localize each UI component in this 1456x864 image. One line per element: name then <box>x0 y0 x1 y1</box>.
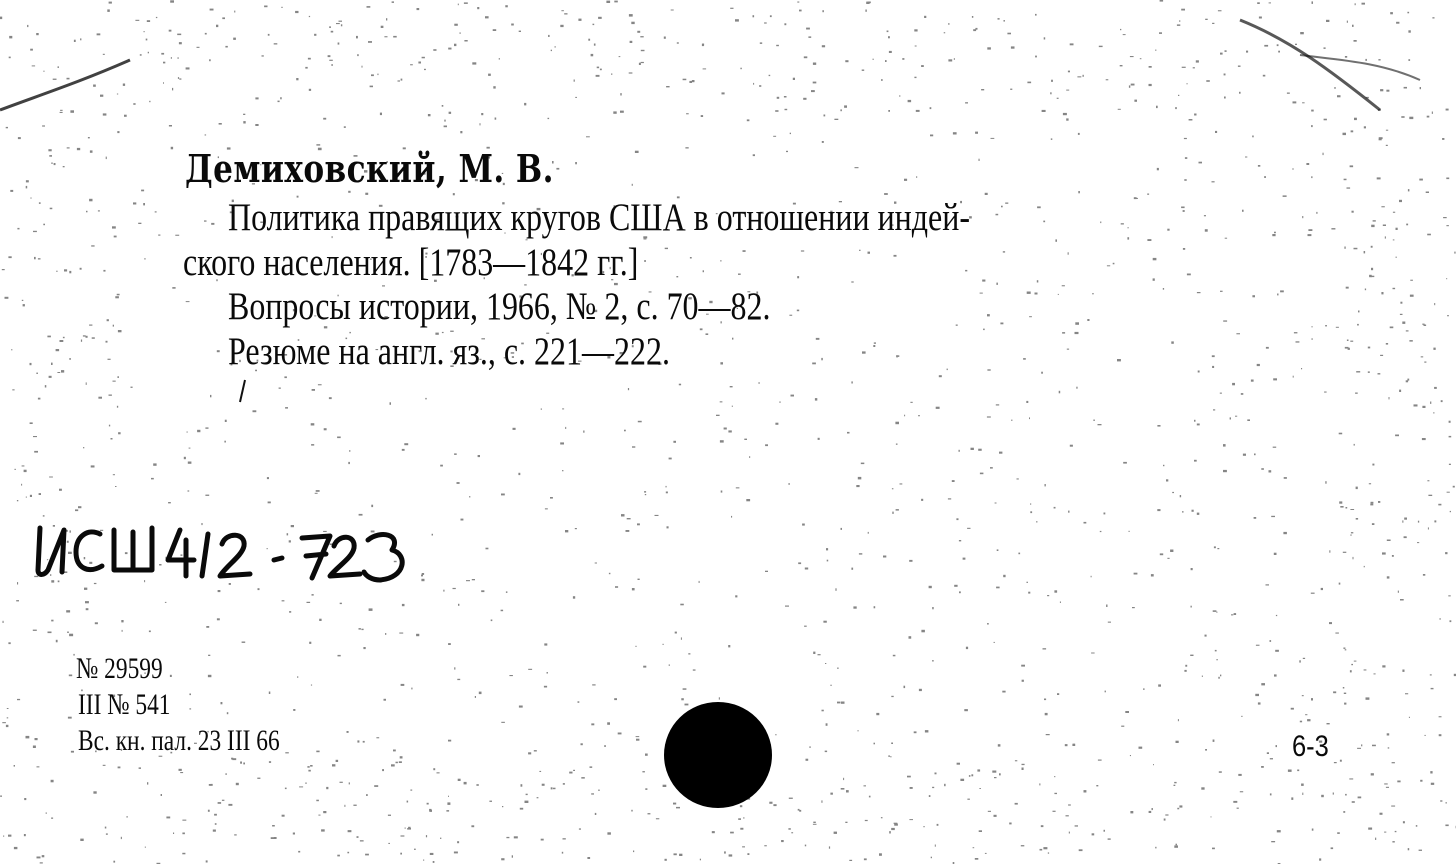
title-line-2: ского населения. [1783—1842 гг.] <box>183 241 639 284</box>
title-line-1: Политика правящих кругов США в отношении индей- <box>228 196 971 239</box>
card-number: № 29599 <box>76 652 163 685</box>
source-line: Вопросы истории, 1966, № 2, с. 70—82. <box>228 285 771 328</box>
author-name: Демиховский, М. В. <box>185 146 554 191</box>
print-imprint: Вс. кн. пал. 23 III 66 <box>78 724 280 757</box>
handwritten-shelf-code <box>30 500 450 600</box>
corner-code: 6-3 <box>1292 730 1329 763</box>
punch-hole <box>664 702 772 808</box>
series-number: III № 541 <box>78 688 171 721</box>
summary-line: Резюме на англ. яз., с. 221—222. <box>228 330 670 373</box>
